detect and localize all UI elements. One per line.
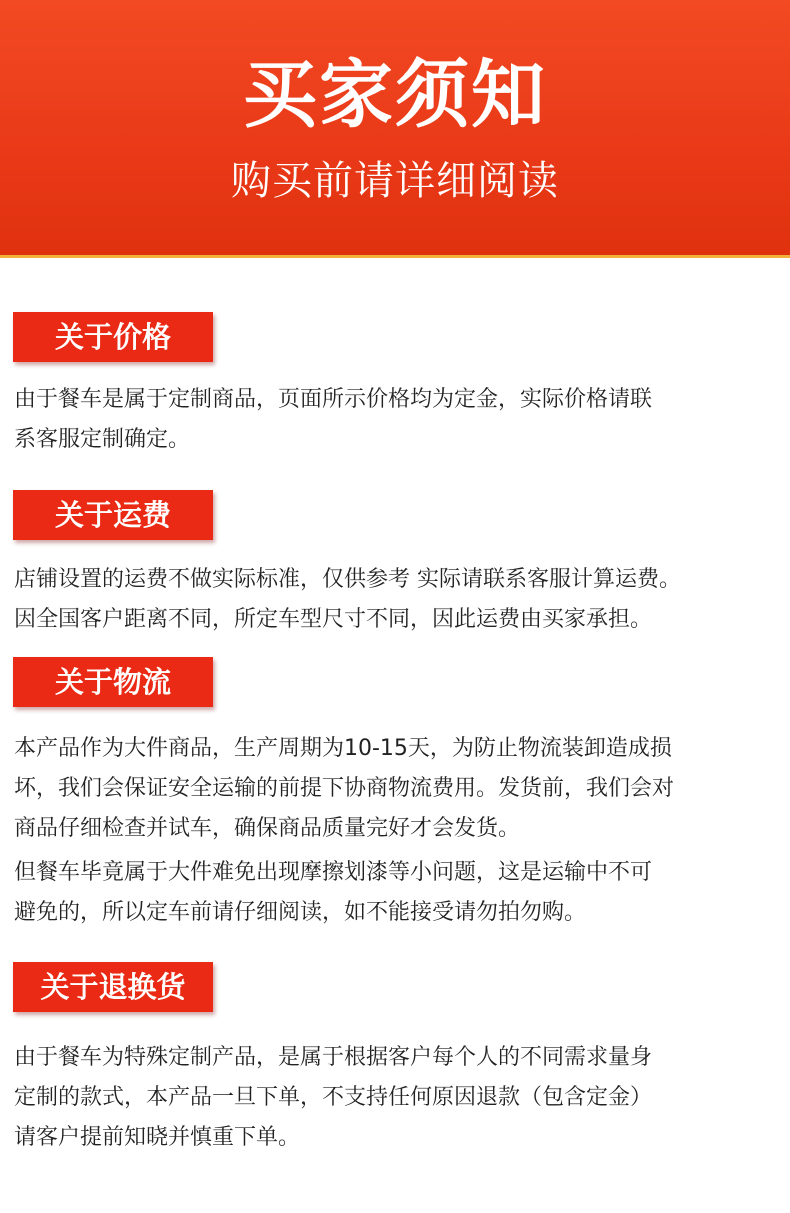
section-logistics-heading: 关于物流 xyxy=(13,657,213,707)
section-logistics-body xyxy=(14,729,779,933)
section-logistics-line: 坏，我们会保证安全运输的前提下协商物流费用。发货前，我们会对 xyxy=(14,776,675,801)
section-logistics xyxy=(0,657,790,937)
section-returns-body xyxy=(14,1038,779,1158)
section-logistics-line: 商品仔细检查并试车，确保商品质量完好才会发货。 xyxy=(14,816,521,841)
section-price-heading: 关于价格 xyxy=(13,312,213,362)
section-returns-line: 请客户提前知晓并慎重下单。 xyxy=(14,1125,301,1150)
section-returns-line: 定制的款式，本产品一旦下单，不支持任何原因退款（包含定金） xyxy=(14,1085,653,1110)
section-price-line: 系客服定制确定。 xyxy=(14,427,191,452)
section-price-line: 由于餐车是属于定制商品，页面所示价格均为定金，实际价格请联 xyxy=(14,387,653,412)
section-shipping xyxy=(0,490,790,640)
section-logistics-line: 避免的，所以定车前请仔细阅读，如不能接受请勿拍勿购。 xyxy=(14,900,587,925)
section-shipping-body xyxy=(14,560,779,640)
section-returns-line: 由于餐车为特殊定制产品，是属于根据客户每个人的不同需求量身 xyxy=(14,1045,653,1070)
section-returns-heading: 关于退换货 xyxy=(13,962,213,1012)
section-shipping-line: 因全国客户距离不同，所定车型尺寸不同，因此运费由买家承担。 xyxy=(14,607,653,632)
section-price-body xyxy=(14,380,779,460)
section-returns xyxy=(0,962,790,1172)
section-shipping-line: 店铺设置的运费不做实际标准，仅供参考 实际请联系客服计算运费。 xyxy=(14,567,681,592)
section-logistics-line: 但餐车毕竟属于大件难免出现摩擦划漆等小问题，这是运输中不可 xyxy=(14,860,653,885)
page-subtitle: 购买前请详细阅读 xyxy=(231,158,559,204)
section-shipping-heading: 关于运费 xyxy=(13,490,213,540)
header-banner xyxy=(0,0,790,258)
page-title: 买家须知 xyxy=(243,52,547,138)
section-price xyxy=(0,312,790,462)
section-logistics-line: 本产品作为大件商品，生产周期为10-15天，为防止物流装卸造成损 xyxy=(14,736,672,761)
